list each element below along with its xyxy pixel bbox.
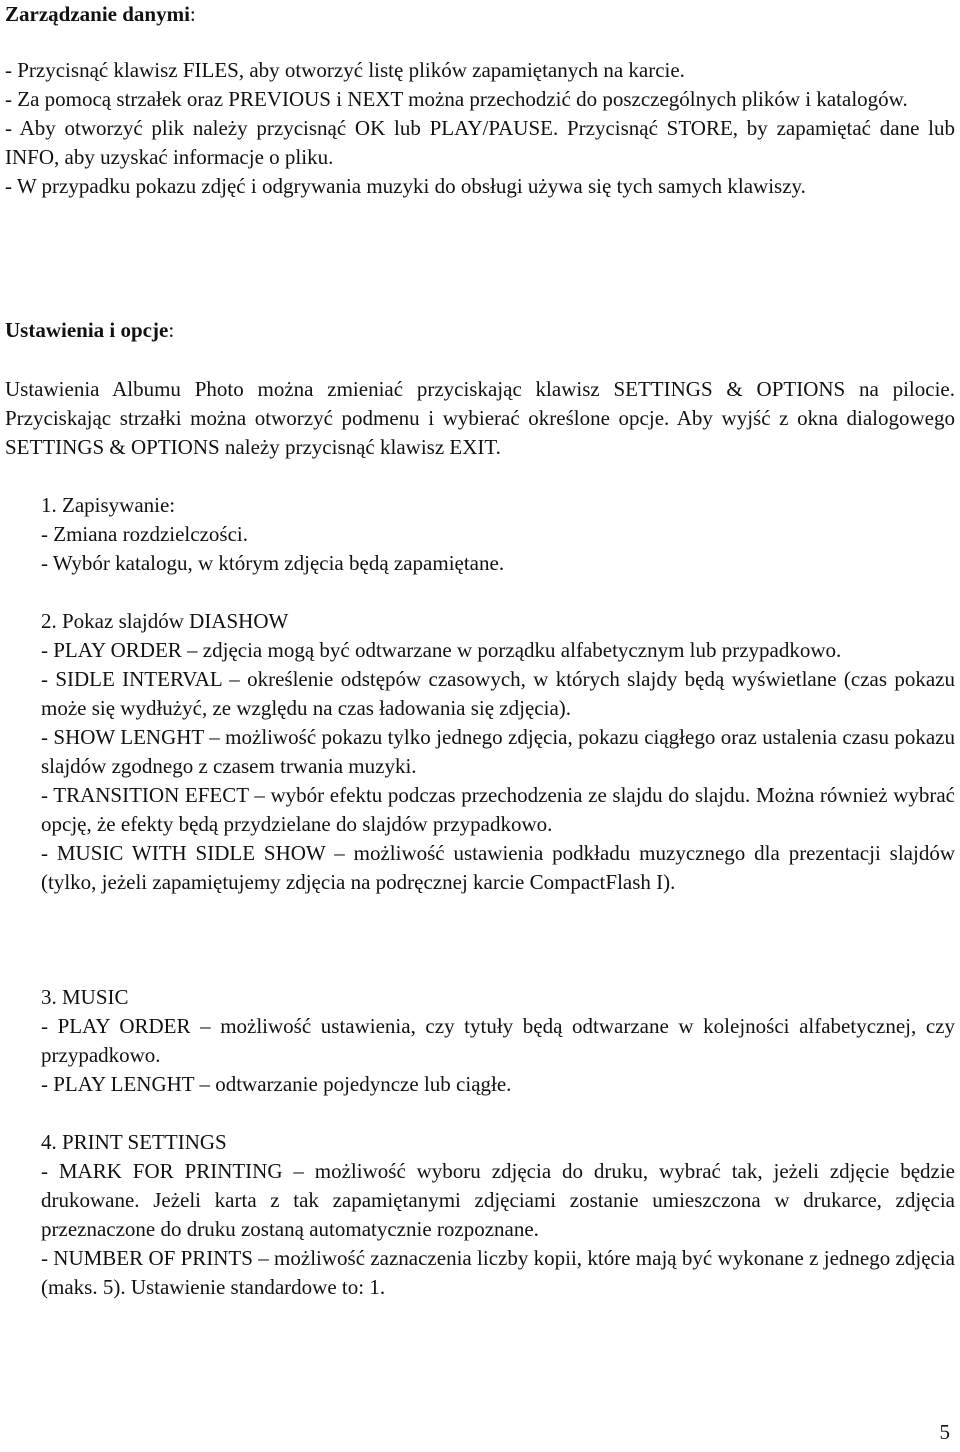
instruction-paragraph: - Przycisnąć klawisz FILES, aby otworzyć listę plików zapamiętanych na karcie.: [5, 58, 685, 82]
intro-paragraph: Ustawienia Albumu Photo można zmieniać przyciskając klawisz SETTINGS & OPTIONS na pilocie. Przyciskając strzałki można otworzyć podmenu i wybierać określone opcje. Aby wyjść z okna dialogowego SETTINGS & OPTIONS należy przycisnąć klawisz EXIT.: [5, 377, 955, 459]
instruction-paragraph: - Aby otworzyć plik należy przycisnąć OK lub PLAY/PAUSE. Przycisnąć STORE, by zapamiętać dane lub INFO, aby uzyskać informacje o pliku.: [5, 116, 955, 169]
list-item: - PLAY ORDER – zdjęcia mogą być odtwarzane w porządku alfabetycznym lub przypadkowo.: [41, 638, 842, 662]
list-item: - Wybór katalogu, w którym zdjęcia będą zapamiętane.: [41, 551, 505, 575]
subsection-slideshow: [41, 607, 955, 897]
subsection-music: [41, 983, 955, 1099]
instruction-paragraph: - Za pomocą strzałek oraz PREVIOUS i NEXT można przechodzić do poszczególnych plików i katalogów.: [5, 87, 908, 111]
list-item: - SHOW LENGHT – możliwość pokazu tylko jednego zdjęcia, pokazu ciągłego oraz ustalenia czasu pokazu slajdów zgodnego z czasem trwania muzyki.: [41, 725, 955, 778]
subsection-heading: 1. Zapisywanie:: [41, 493, 176, 517]
section-title-data-management: Zarządzanie danymi:: [5, 2, 196, 26]
list-item: - PLAY LENGHT – odtwarzanie pojedyncze lub ciągłe.: [41, 1072, 512, 1096]
subsection-saving: [41, 491, 955, 578]
instruction-paragraph: - W przypadku pokazu zdjęć i odgrywania muzyki do obsługi używa się tych samych klawiszy.: [5, 174, 806, 198]
subsection-print-settings: [41, 1128, 955, 1302]
list-item: - NUMBER OF PRINTS – możliwość zaznaczenia liczby kopii, które mają być wykonane z jednego zdjęcia (maks. 5). Ustawienie standardowe to: 1.: [41, 1246, 955, 1299]
subsection-heading: 3. MUSIC: [41, 985, 129, 1009]
subsection-heading: 2. Pokaz slajdów DIASHOW: [41, 609, 289, 633]
section-title-settings: Ustawienia i opcje:: [5, 318, 175, 342]
data-management-list: [5, 56, 955, 201]
page-number: 5: [939, 1420, 950, 1444]
list-item: - Zmiana rozdzielczości.: [41, 522, 248, 546]
list-item: - TRANSITION EFECT – wybór efektu podczas przechodzenia ze slajdu do slajdu. Można również wybrać opcję, że efekty będą przydzielane do slajdów przypadkowo.: [41, 783, 955, 836]
list-item: - MARK FOR PRINTING – możliwość wyboru zdjęcia do druku, wybrać tak, jeżeli zdjęcie będzie drukowane. Jeżeli karta z tak zapamiętanymi zdjęciami zostanie umieszczona w drukarce, zdjęcia przeznaczone do druku zostaną automatycznie rozpoznane.: [41, 1159, 955, 1241]
settings-intro: [5, 375, 955, 462]
list-item: - SIDLE INTERVAL – określenie odstępów czasowych, w których slajdy będą wyświetlane (czas pokazu może się wydłużyć, ze względu na czas ładowania się zdjęcia).: [41, 667, 955, 720]
list-item: - MUSIC WITH SIDLE SHOW – możliwość ustawienia podkładu muzycznego dla prezentacji slajdów (tylko, jeżeli zapamiętujemy zdjęcia na podręcznej karcie CompactFlash I).: [41, 841, 955, 894]
subsection-heading: 4. PRINT SETTINGS: [41, 1130, 227, 1154]
list-item: - PLAY ORDER – możliwość ustawienia, czy tytuły będą odtwarzane w kolejności alfabetycznej, czy przypadkowo.: [41, 1014, 955, 1067]
